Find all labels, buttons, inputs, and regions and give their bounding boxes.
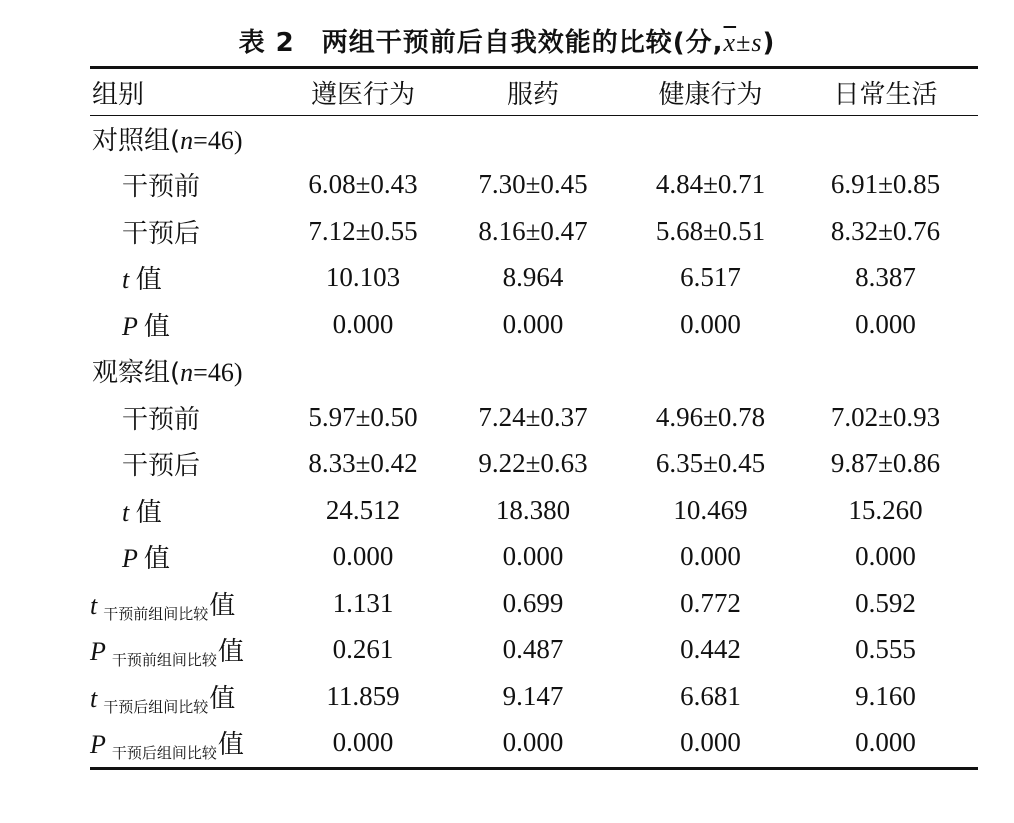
table-cell: 0.000: [502, 541, 564, 572]
table-cell: 7.30±0.45: [478, 169, 588, 200]
table-cell: 0.261: [332, 634, 394, 665]
table-row: [90, 255, 978, 302]
column-header-daily-life: 日常生活: [833, 79, 938, 110]
table-cell: 8.32±0.76: [830, 215, 941, 246]
title-mean-symbol: $\overline{x}$: [723, 28, 737, 57]
table-cell: 0.442: [680, 634, 741, 665]
table-cell: 0.699: [502, 587, 564, 618]
table-row: [90, 208, 978, 255]
table-row: [90, 301, 978, 348]
table-cell: 0.000: [332, 727, 394, 758]
table-cell: 0.000: [855, 727, 916, 758]
table-cell: 5.97±0.50: [308, 401, 418, 432]
table-cell: 4.84±0.71: [655, 169, 766, 200]
group-n: n=46): [180, 358, 243, 388]
table-cell: 6.35±0.45: [655, 448, 766, 479]
row-label: t 值: [122, 497, 162, 528]
table-cell: 8.33±0.42: [308, 448, 418, 479]
table-cell: 15.260: [848, 494, 923, 525]
table-cell: 6.91±0.85: [830, 169, 941, 200]
group-n: n=46): [180, 125, 243, 155]
table-cell: 9.147: [502, 680, 564, 711]
comparison-row: [90, 673, 978, 720]
table-cell: 4.96±0.78: [655, 401, 766, 432]
column-header-group: 组别: [92, 79, 145, 110]
table-cell: 0.000: [332, 541, 394, 572]
table-cell: 9.160: [855, 680, 916, 711]
table-cell: 7.02±0.93: [830, 401, 941, 432]
table-cell: 11.859: [326, 680, 400, 711]
table-cell: 10.103: [325, 262, 401, 293]
comparison-row: [90, 627, 978, 674]
row-label: t 干预后组间比较值: [90, 683, 236, 716]
table-cell: 0.000: [855, 541, 916, 572]
title-prefix: 表 2 两组干预前后自我效能的比较(分,: [238, 28, 724, 58]
title-sd-symbol: s: [751, 28, 763, 57]
comparison-row: [90, 720, 978, 767]
table-cell: 6.08±0.43: [308, 169, 418, 200]
row-label: 干预前: [122, 172, 201, 203]
row-label: t 干预前组间比较值: [90, 590, 236, 623]
table-cell: 9.22±0.63: [478, 448, 588, 479]
comparison-table: [90, 69, 978, 766]
table-cell: 0.000: [680, 308, 741, 339]
table-cell: 10.469: [673, 494, 748, 525]
row-label: 干预后: [122, 218, 201, 249]
table-cell: 6.681: [680, 680, 741, 711]
table-cell: 0.592: [855, 587, 916, 618]
group-label: [90, 115, 978, 162]
row-label: P 干预前组间比较值: [90, 637, 244, 670]
header-row: [90, 69, 978, 115]
title-suffix: ): [762, 28, 776, 58]
group-name: 观察组(: [92, 358, 181, 389]
table-cell: 5.68±0.51: [655, 215, 766, 246]
table-cell: 1.131: [332, 587, 394, 618]
table-cell: 0.772: [680, 587, 741, 618]
table-cell: 0.555: [855, 634, 916, 665]
table-row: [90, 394, 978, 441]
row-label: t 值: [122, 265, 162, 296]
table-cell: 8.964: [502, 262, 564, 293]
table-cell: 8.16±0.47: [478, 215, 588, 246]
table-cell: 18.380: [495, 494, 571, 525]
table-cell: 7.24±0.37: [478, 401, 588, 432]
group-name: 对照组(: [92, 125, 181, 156]
table-title: [0, 22, 1014, 59]
table-row: [90, 162, 978, 209]
table-cell: 9.87±0.86: [830, 448, 941, 479]
group-label: [90, 348, 978, 395]
table-cell: 8.387: [855, 262, 916, 293]
table-cell: 0.000: [502, 308, 564, 339]
group-row-observation: [90, 348, 978, 395]
bottom-rule: [90, 767, 978, 770]
table-cell: 0.487: [502, 634, 564, 665]
row-label: P 干预后组间比较值: [90, 730, 244, 763]
table-cell: 6.517: [680, 262, 741, 293]
table-row: [90, 441, 978, 488]
column-header-adherence: 遵医行为: [310, 79, 415, 110]
table-cell: 0.000: [502, 727, 564, 758]
table-cell: 0.000: [855, 308, 916, 339]
row-label: 干预后: [122, 451, 201, 482]
table-cell: 24.512: [325, 494, 401, 525]
table-row: [90, 487, 978, 534]
column-header-medication: 服药: [506, 79, 559, 110]
row-label: P 值: [122, 544, 170, 575]
row-label: P 值: [122, 311, 170, 342]
group-row-control: [90, 115, 978, 162]
row-label: 干预前: [122, 404, 201, 435]
table-row: [90, 534, 978, 581]
table-cell: 7.12±0.55: [308, 215, 418, 246]
title-plus-minus: ±: [736, 28, 752, 57]
column-header-health-behavior: 健康行为: [658, 79, 763, 110]
table-cell: 0.000: [680, 727, 741, 758]
table-cell: 0.000: [332, 308, 394, 339]
comparison-row: [90, 580, 978, 627]
table-cell: 0.000: [680, 541, 741, 572]
